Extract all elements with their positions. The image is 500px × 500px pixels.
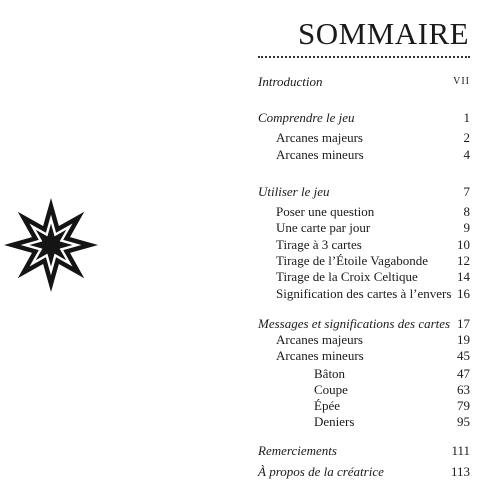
toc-entry-label: Arcanes mineurs [276, 147, 364, 162]
toc-entry-label: Arcanes majeurs [276, 332, 363, 347]
toc-entry-page: 19 [457, 332, 470, 347]
toc-entry [276, 130, 470, 146]
toc-entry-label: Arcanes majeurs [276, 130, 363, 145]
toc-entry-label: Messages et significations des cartes [258, 316, 451, 331]
toc-entry-label: Remerciements [258, 443, 337, 458]
toc-entry-page: 14 [457, 269, 470, 284]
toc-entry-label: Tirage de la Croix Celtique [276, 269, 418, 284]
toc-entry [276, 253, 470, 269]
toc-entry [258, 443, 470, 459]
page-title: SOMMAIRE [298, 16, 470, 51]
toc-entry-page: 17 [457, 316, 470, 331]
toc-entry [258, 74, 470, 90]
toc-entry-label: Introduction [258, 74, 323, 89]
toc-entry [314, 366, 470, 382]
toc-entry-label: À propos de la créatrice [258, 464, 384, 479]
toc-entry-page: 9 [463, 220, 470, 235]
toc-entry [276, 348, 470, 364]
toc-entry-label: Tirage de l’Étoile Vagabonde [276, 253, 428, 268]
toc-entry [276, 286, 470, 302]
toc-entry [314, 382, 470, 398]
toc-entry-page: 47 [457, 366, 470, 381]
toc-entry-label: Signification des cartes à l’envers [276, 286, 452, 301]
toc-entry [258, 464, 470, 480]
toc-entry-page: 12 [457, 253, 470, 268]
toc-entry-page: 10 [457, 237, 470, 252]
toc-entry [276, 332, 470, 348]
toc-entry [258, 110, 470, 126]
toc-entry-label: Comprendre le jeu [258, 110, 355, 125]
toc-entry-label: Épée [314, 398, 340, 413]
toc-entry [276, 220, 470, 236]
toc-entry-page: 8 [463, 204, 470, 219]
toc-entry [314, 398, 470, 414]
toc-entry-page: 79 [457, 398, 470, 413]
toc-entry [258, 184, 470, 200]
toc-entry-label: Poser une question [276, 204, 375, 219]
toc-entry [258, 316, 470, 332]
toc-entry-page: 1 [463, 110, 470, 125]
toc-entry-page: VII [453, 76, 470, 87]
toc-entry [276, 237, 470, 253]
toc-entry [276, 204, 470, 220]
toc-entry-label: Coupe [314, 382, 348, 397]
toc-entry-page: 113 [450, 464, 470, 479]
toc-entry-page: 16 [457, 286, 470, 301]
toc-entry-label: Tirage à 3 cartes [276, 237, 362, 252]
toc-entry-label: Deniers [314, 414, 355, 429]
toc-entry-page: 7 [463, 184, 470, 199]
toc-entry-page: 95 [457, 414, 470, 429]
toc-entry-page: 4 [463, 147, 470, 162]
toc-entry [314, 414, 470, 430]
toc-entry-label: Une carte par jour [276, 220, 371, 235]
toc-entry-page: 111 [451, 443, 470, 458]
toc-entry [276, 269, 470, 285]
toc-entry-label: Bâton [314, 366, 346, 381]
toc-entry-label: Arcanes mineurs [276, 348, 364, 363]
toc-entry-label: Utiliser le jeu [258, 184, 330, 199]
toc-entry-page: 63 [457, 382, 470, 397]
toc-entry-page: 45 [457, 348, 470, 363]
toc-entry [276, 147, 470, 163]
toc-entry-page: 2 [463, 130, 470, 145]
